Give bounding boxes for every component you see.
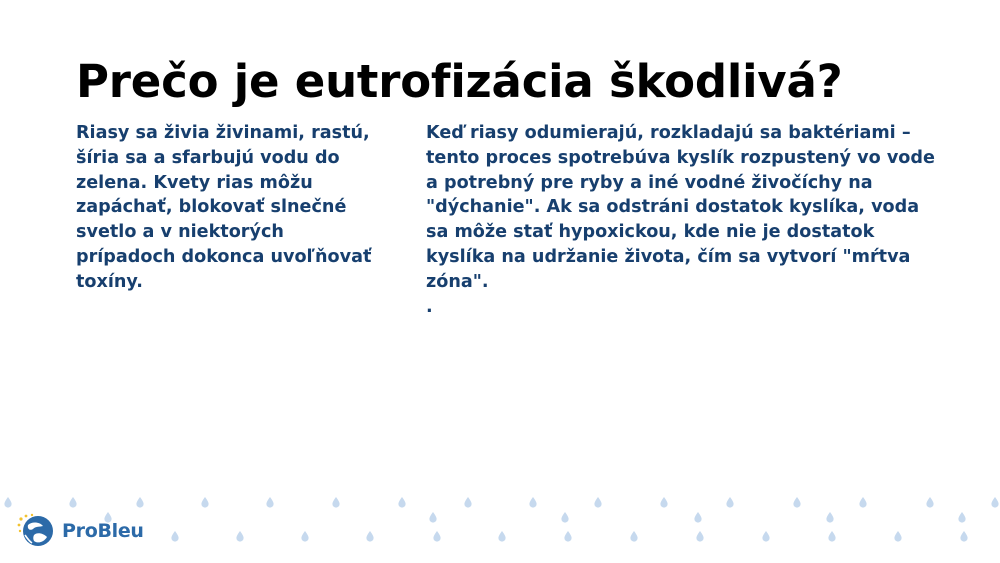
right-text-column bbox=[426, 121, 946, 319]
brand-name: ProBleu bbox=[62, 520, 144, 542]
globe-logo-icon bbox=[16, 513, 56, 549]
right-trailing-dot: . bbox=[426, 296, 433, 317]
left-text-column bbox=[76, 121, 376, 295]
probleu-logo bbox=[16, 513, 144, 549]
slide-title: Prečo je eutrofizácia škodlivá? bbox=[76, 55, 843, 108]
water-drop-pattern bbox=[0, 490, 1000, 550]
left-paragraph: Riasy sa živia živinami, rastú, šíria sa a sfarbujú vodu do zelena. Kvety rias môžu zapáchať, blokovať slnečné svetlo a v niektorých prípadoch dokonca uvoľňovať toxíny. bbox=[76, 123, 372, 292]
water-drop-icon-group bbox=[4, 497, 998, 542]
right-paragraph: Keď riasy odumierajú, rozkladajú sa baktériami – tento proces spotrebúva kyslík rozpustený vo vode a potrebný pre ryby a iné vodné živočíchy na "dýchanie". Ak sa odstráni dostatok kyslíka, voda sa môže stať hypoxickou, kde nie je dostatok kyslíka na udržanie života, čím sa vytvorí "mŕtva zóna". bbox=[426, 123, 935, 292]
